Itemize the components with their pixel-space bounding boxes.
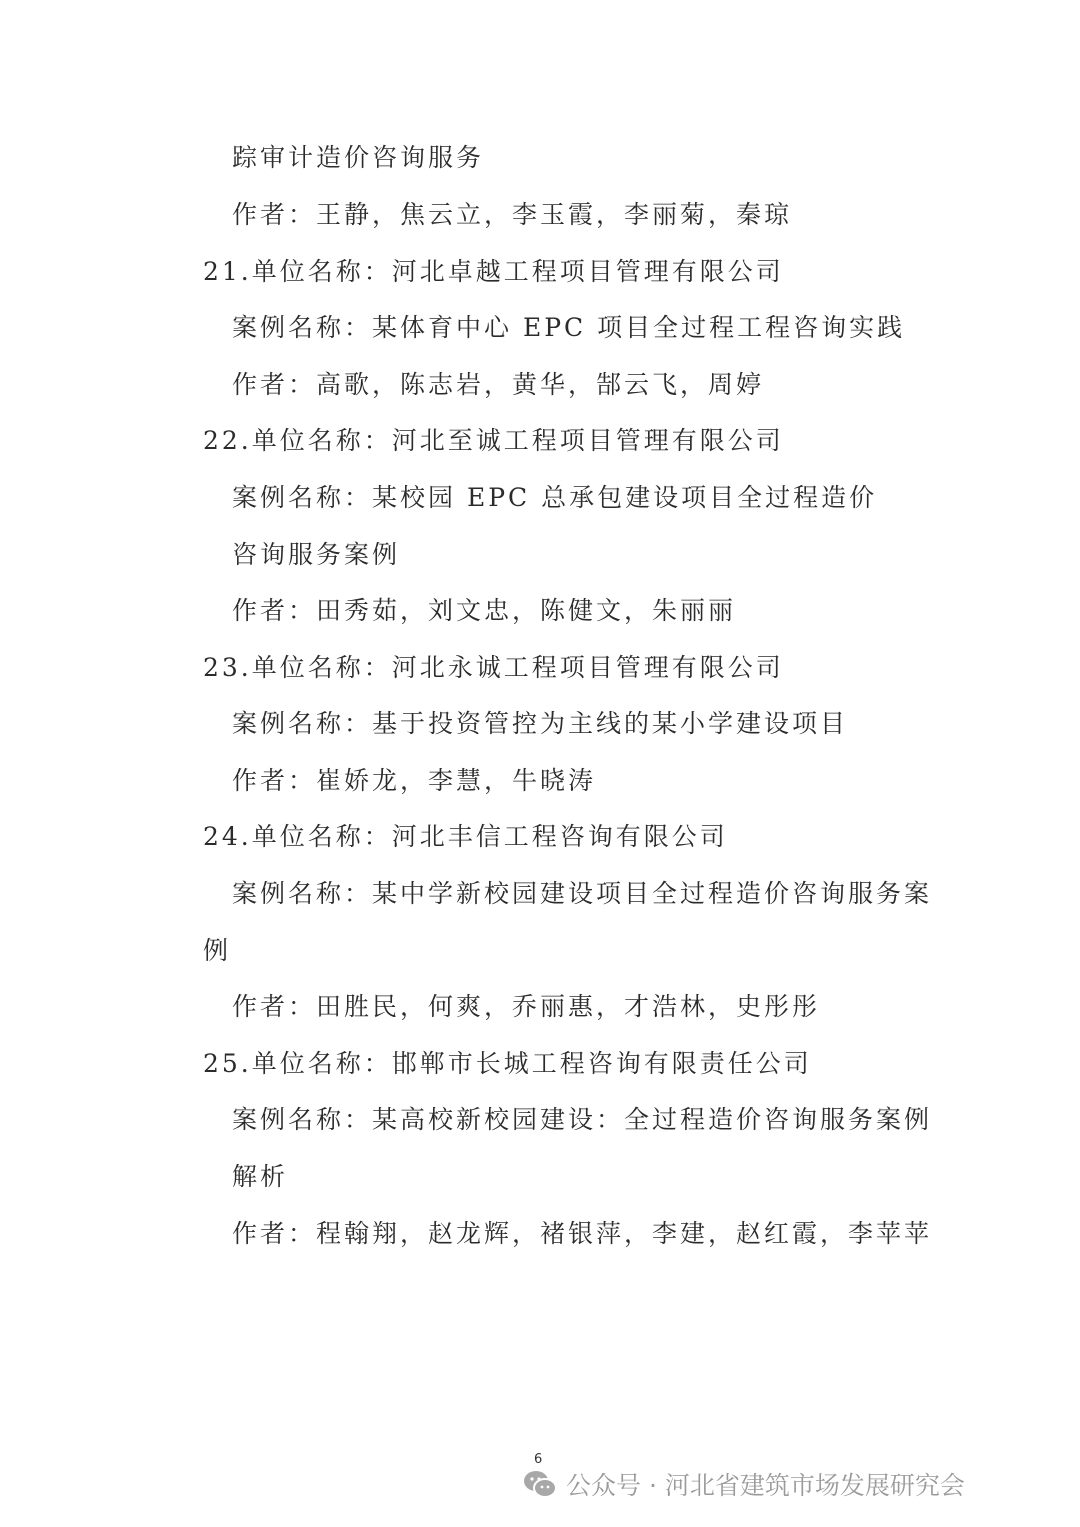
text-line-19: 解析 <box>232 1162 289 1191</box>
text-line-5: 作者：高歌，陈志岩，黄华，郜云飞，周婷 <box>232 370 765 399</box>
text-line-14: 案例名称：某中学新校园建设项目全过程造价咨询服务案 <box>232 879 933 908</box>
text-line-18: 案例名称：某高校新校园建设：全过程造价咨询服务案例 <box>232 1105 933 1134</box>
text-line-1: 踪审计造价咨询服务 <box>232 143 485 172</box>
text-line-12: 作者：崔娇龙，李慧，牛晓涛 <box>232 766 597 795</box>
text-line-10: 23.单位名称：河北永诚工程项目管理有限公司 <box>203 653 784 682</box>
watermark-text: 公众号 · 河北省建筑市场发展研究会 <box>566 1471 965 1500</box>
text-line-15: 例 <box>203 936 232 965</box>
page-number: 6 <box>534 1452 543 1467</box>
text-line-8: 咨询服务案例 <box>232 540 401 569</box>
text-line-9: 作者：田秀茹，刘文忠，陈健文，朱丽丽 <box>232 596 737 625</box>
text-line-11: 案例名称：基于投资管控为主线的某小学建设项目 <box>232 709 849 738</box>
text-line-17: 25.单位名称：邯郸市长城工程咨询有限责任公司 <box>203 1049 812 1078</box>
text-line-20: 作者：程翰翔，赵龙辉，褚银萍，李建，赵红霞，李苹苹 <box>232 1219 933 1248</box>
text-line-4: 案例名称：某体育中心 EPC 项目全过程工程咨询实践 <box>232 313 906 342</box>
text-line-13: 24.单位名称：河北丰信工程咨询有限公司 <box>203 822 728 851</box>
text-line-16: 作者：田胜民，何爽，乔丽惠，才浩林，史彤彤 <box>232 992 821 1021</box>
text-line-7: 案例名称：某校园 EPC 总承包建设项目全过程造价 <box>232 483 878 512</box>
text-line-3: 21.单位名称：河北卓越工程项目管理有限公司 <box>203 257 784 286</box>
text-line-2: 作者：王静，焦云立，李玉霞，李丽菊，秦琼 <box>232 200 793 229</box>
text-line-6: 22.单位名称：河北至诚工程项目管理有限公司 <box>203 426 784 455</box>
watermark <box>522 1464 965 1504</box>
wechat-icon <box>522 1469 558 1499</box>
